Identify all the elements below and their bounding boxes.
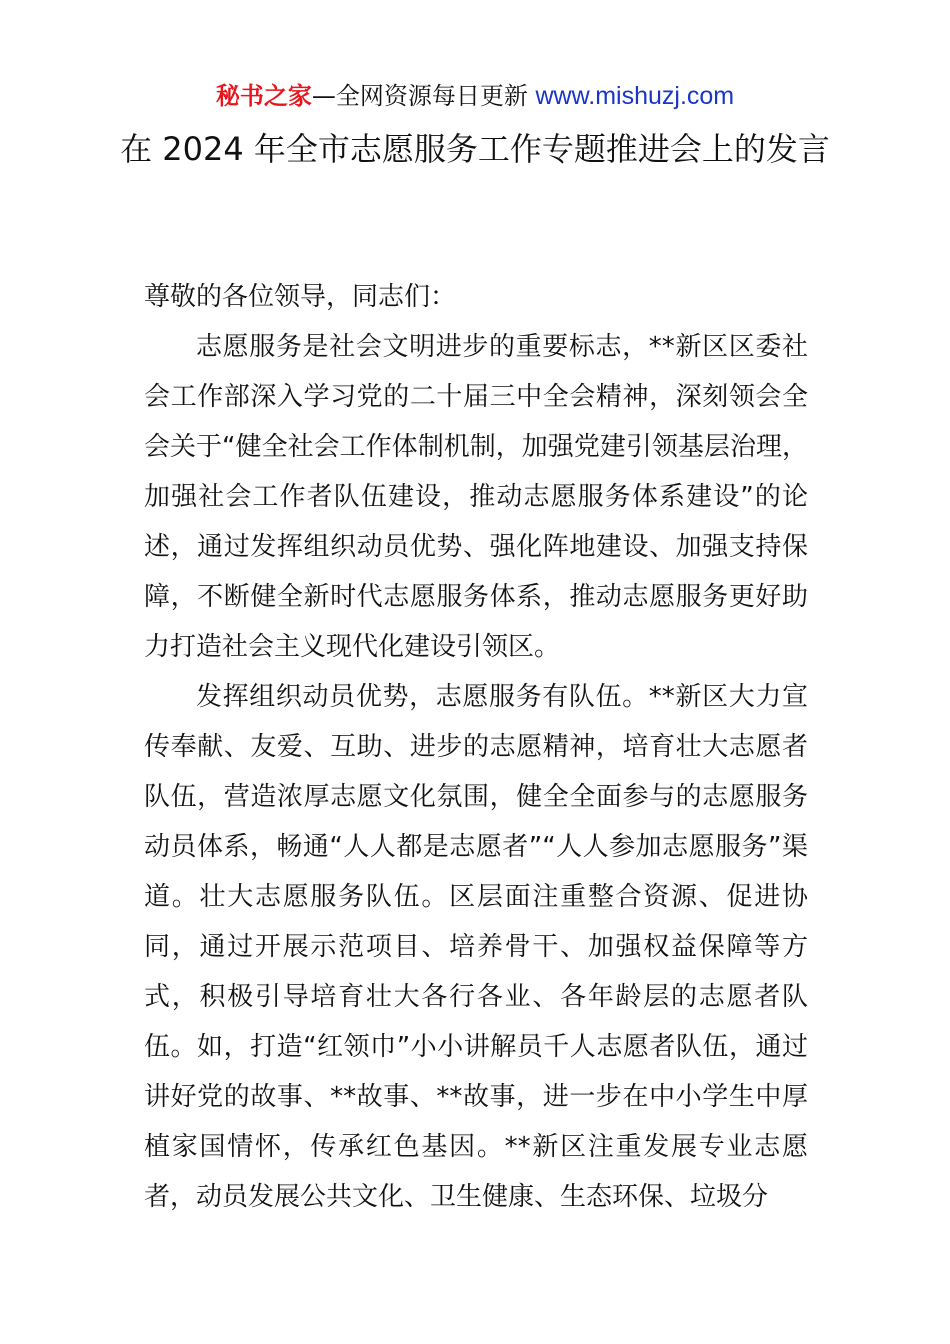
brand-name: 秘书之家: [215, 82, 312, 110]
body-paragraph: 志愿服务是社会文明进步的重要标志，**新区区委社会工作部深入学习党的二十届三中全会精神，深刻领会全会关于“健全社会工作体制机制，加强党建引领基层治理，加强社会工作者队伍建设，推动志愿服务体系建设”的论述，通过发挥组织动员优势、强化阵地建设、加强支持保障，不断健全新时代志愿服务体系，推动志愿服务更好助力打造社会主义现代化建设引领区。: [144, 332, 808, 662]
site-url[interactable]: www.mishuzj.com: [535, 82, 735, 110]
site-slogan: —全网资源每日更新: [311, 82, 536, 110]
body-paragraph: 发挥组织动员优势，志愿服务有队伍。**新区大力宣传奉献、友爱、互助、进步的志愿精神，培育壮大志愿者队伍，营造浓厚志愿文化氛围，健全全面参与的志愿服务动员体系，畅通“人人都是志愿者”“人人参加志愿服务”渠道。壮大志愿服务队伍。区层面注重整合资源、促进协同，通过开展示范项目、培养骨干、加强权益保障等方式，积极引导培育壮大各行各业、各年龄层的志愿者队伍。如，打造“红领巾”小小讲解员千人志愿者队伍，通过讲好党的故事、**故事、**故事，进一步在中小学生中厚植家国情怀，传承红色基因。**新区注重发展专业志愿者，动员发展公共文化、卫生健康、生态环保、垃圾分: [144, 682, 808, 1212]
salutation: 尊敬的各位领导，同志们：: [144, 282, 457, 312]
site-header: [0, 80, 950, 112]
document-title: 在 2024 年全市志愿服务工作专题推进会上的发言: [120, 130, 830, 168]
document-body: [144, 272, 808, 1222]
